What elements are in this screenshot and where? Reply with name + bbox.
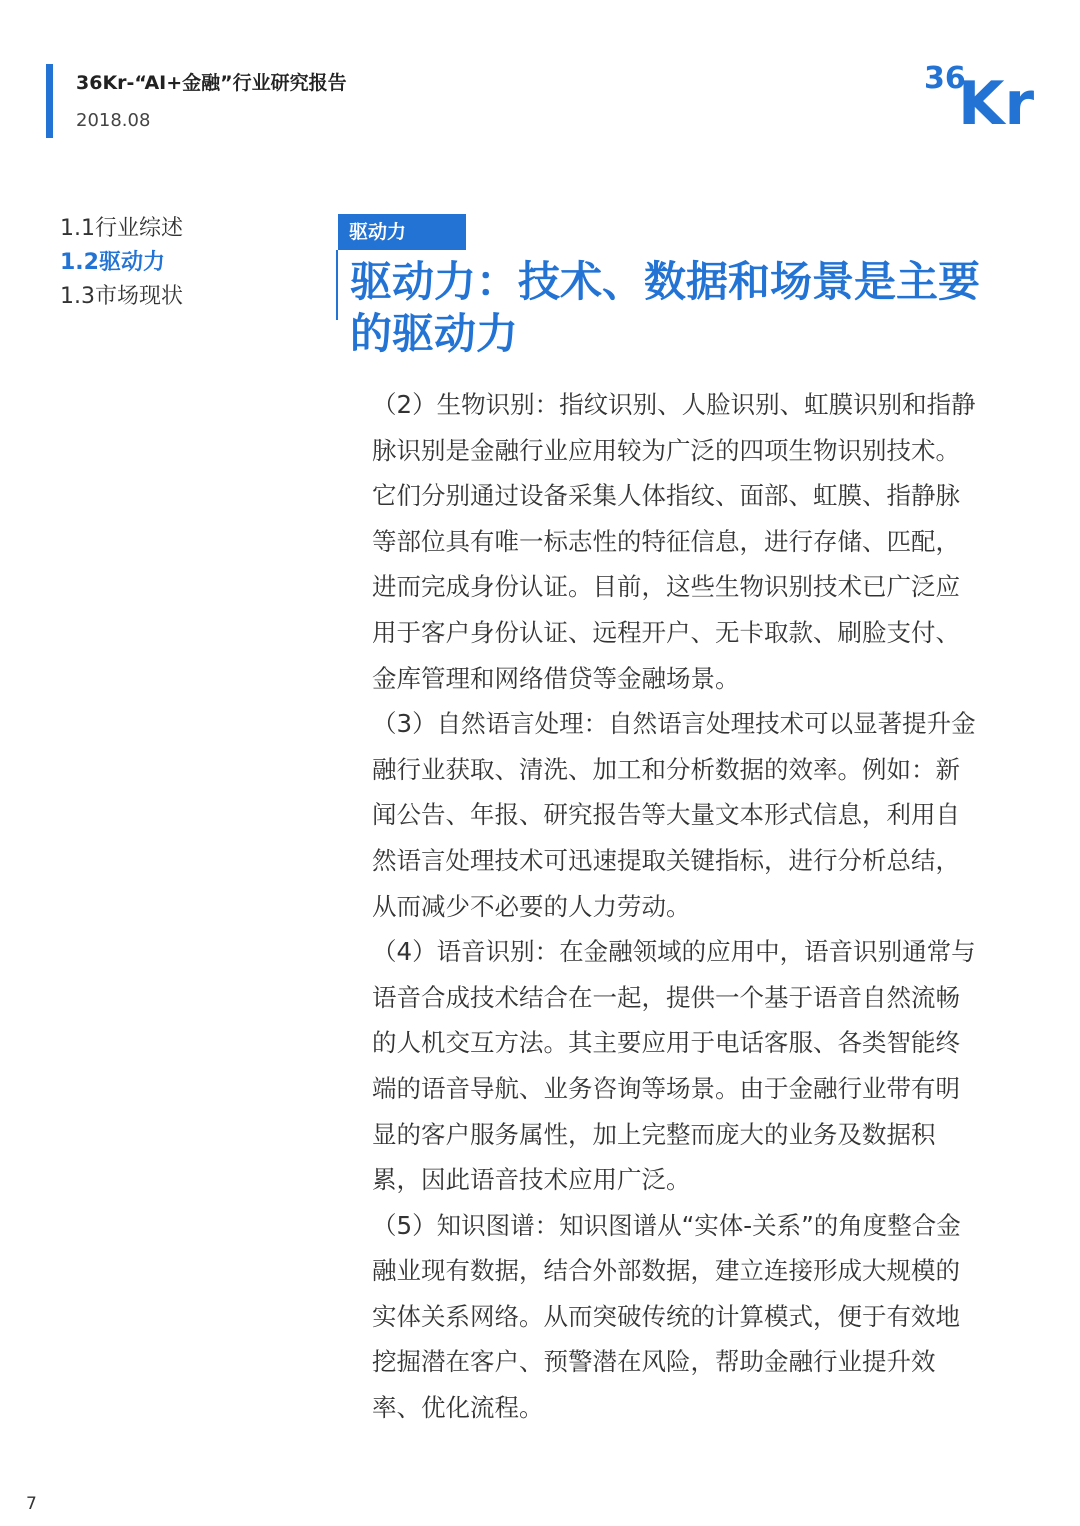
header-accent-bar <box>46 64 53 138</box>
report-title: 36Kr-“AI+金融”行业研究报告 <box>76 72 347 94</box>
section-tag: 驱动力 <box>338 214 466 250</box>
page-title: 驱动力：技术、数据和场景是主要的驱动力 <box>350 257 981 358</box>
svg-text:36: 36 <box>924 61 966 96</box>
36kr-logo <box>922 58 1040 128</box>
paragraph-biometrics: （2）生物识别：指纹识别、人脸识别、虹膜识别和指静脉识别是金融行业应用较为广泛的四项生物识别技术。它们分别通过设备采集人体指纹、面部、虹膜、指静脉等部位具有唯一标志性的特征信息，进行存储、匹配，进而完成身份认证。目前，这些生物识别技术已广泛应用于客户身份认证、远程开户、无卡取款、刷脸支付、金库管理和网络借贷等金融场景。 <box>372 390 976 693</box>
paragraph-nlp: （3）自然语言处理：自然语言处理技术可以显著提升金融行业获取、清洗、加工和分析数据的效率。例如：新闻公告、年报、研究报告等大量文本形式信息，利用自然语言处理技术可迅速提取关键指标，进行分析总结，从而减少不必要的人力劳动。 <box>372 709 976 921</box>
page-number: 7 <box>26 1494 37 1514</box>
svg-text:Kr: Kr <box>958 69 1035 128</box>
paragraph-knowledge-graph: （5）知识图谱：知识图谱从“实体-关系”的角度整合金融业现有数据，结合外部数据，建立连接形成大规模的实体关系网络。从而突破传统的计算模式，便于有效地挖掘潜在客户、预警潜在风险，帮助金融行业提升效率、优化流程。 <box>372 1210 961 1423</box>
title-accent-line <box>336 250 338 320</box>
report-date: 2018.08 <box>76 110 151 131</box>
paragraph-speech-recognition: （4）语音识别：在金融领域的应用中，语音识别通常与语音合成技术结合在一起，提供一个基于语音自然流畅的人机交互方法。其主要应用于电话客服、各类智能终端的语音导航、业务咨询等场景。由于金融行业带有明显的客户服务属性，加上完整而庞大的业务及数据积累，因此语音技术应用广泛。 <box>372 937 976 1195</box>
table-of-contents <box>60 212 183 314</box>
toc-item-driving-force[interactable]: 1.2驱动力 <box>60 250 165 275</box>
toc-item-industry-overview[interactable]: 1.1行业综述 <box>60 216 183 241</box>
body-text <box>372 382 984 1431</box>
toc-item-market-status[interactable]: 1.3市场现状 <box>60 284 183 309</box>
